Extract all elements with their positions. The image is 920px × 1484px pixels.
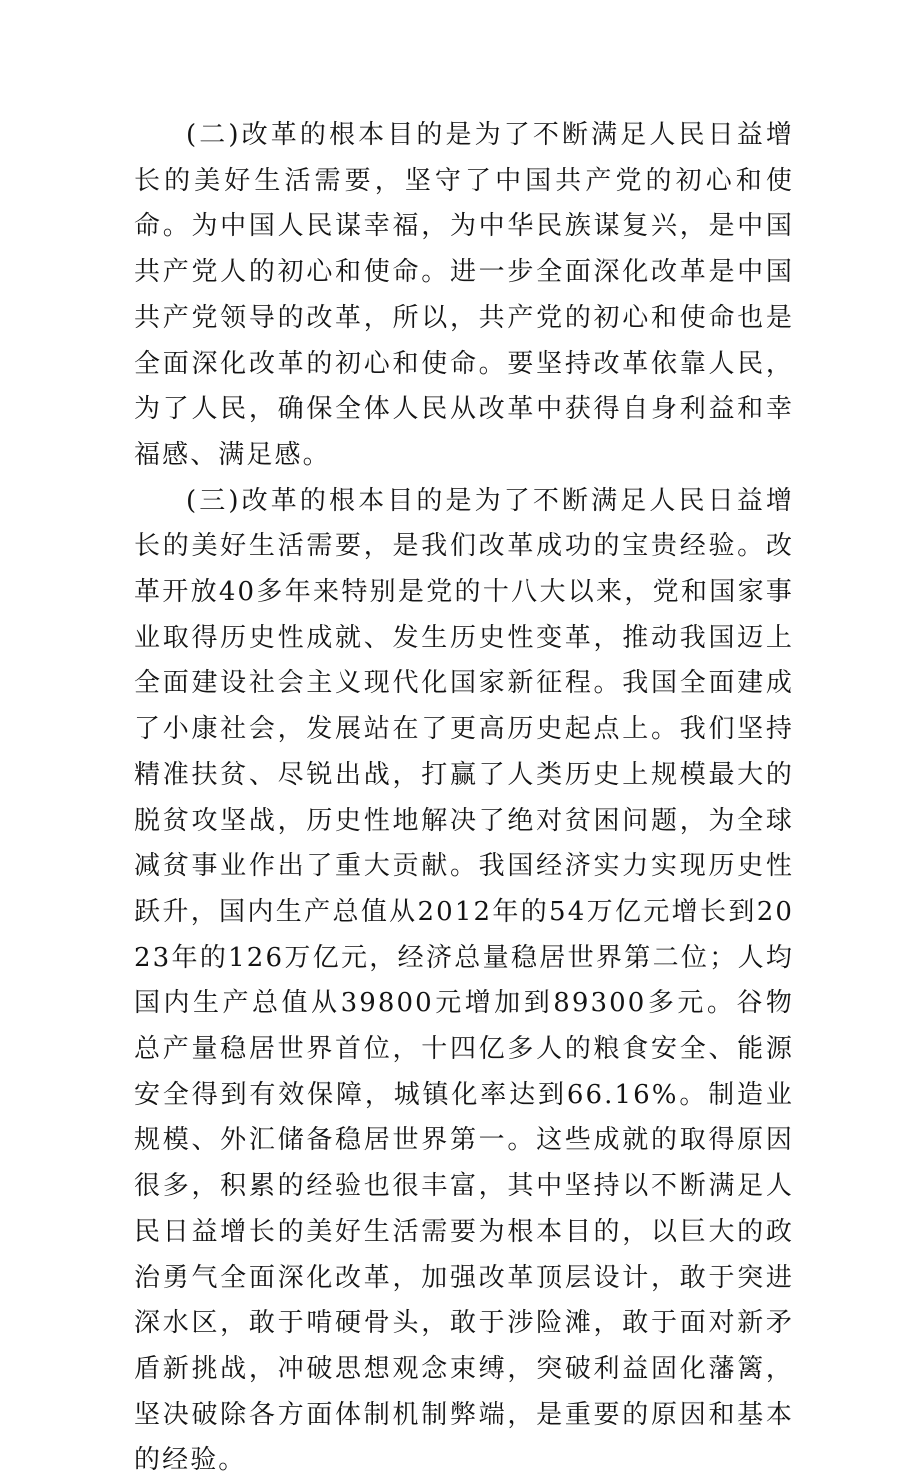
paragraph-3-marker: (三) xyxy=(186,485,241,516)
paragraph-2 xyxy=(134,113,794,479)
paragraph-2-marker: (二) xyxy=(186,120,241,150)
paragraph-2-text: 改革的根本目的是为了不断满足人民日益增长的美好生活需要，坚守了中国共产党的初心和使命。为中国人民谋幸福，为中华民族谋复兴，是中国共产党人的初心和使命。进一步全面深化改革是中国共产党领导的改革，所以，共产党的初心和使命也是全面深化改革的初心和使命。要坚持改革依靠人民，为了人民，确保全体人民从改革中获得自身利益和幸福感、满足感。 xyxy=(134,120,794,470)
document-body xyxy=(134,113,794,1484)
paragraph-3-text: 改革的根本目的是为了不断满足人民日益增长的美好生活需要，是我们改革成功的宝贵经验。改革开放40多年来特别是党的十八大以来，党和国家事业取得历史性成就、发生历史性变革，推动我国迈上全面建设社会主义现代化国家新征程。我国全面建成了小康社会，发展站在了更高历史起点上。我们坚持精准扶贫、尽锐出战，打赢了人类历史上规模最大的脱贫攻坚战，历史性地解决了绝对贫困问题，为全球减贫事业作出了重大贡献。我国经济实力实现历史性跃升，国内生产总值从2012年的54万亿元增长到2023年的126万亿元，经济总量稳居世界第二位；人均国内生产总值从39800元增加到89300多元。谷物总产量稳居世界首位，十四亿多人的粮食安全、能源安全得到有效保障，城镇化率达到66.16%。制造业规模、外汇储备稳居世界第一。这些成就的取得原因很多，积累的经验也很丰富，其中坚持以不断满足人民日益增长的美好生活需要为根本目的，以巨大的政治勇气全面深化改革，加强改革顶层设计，敢于突进深水区，敢于啃硬骨头，敢于涉险滩，敢于面对新矛盾新挑战，冲破思想观念束缚，突破利益固化藩篱，坚决破除各方面体制机制弊端，是重要的原因和基本的经验。 xyxy=(134,485,794,1476)
paragraph-3 xyxy=(134,479,794,1484)
